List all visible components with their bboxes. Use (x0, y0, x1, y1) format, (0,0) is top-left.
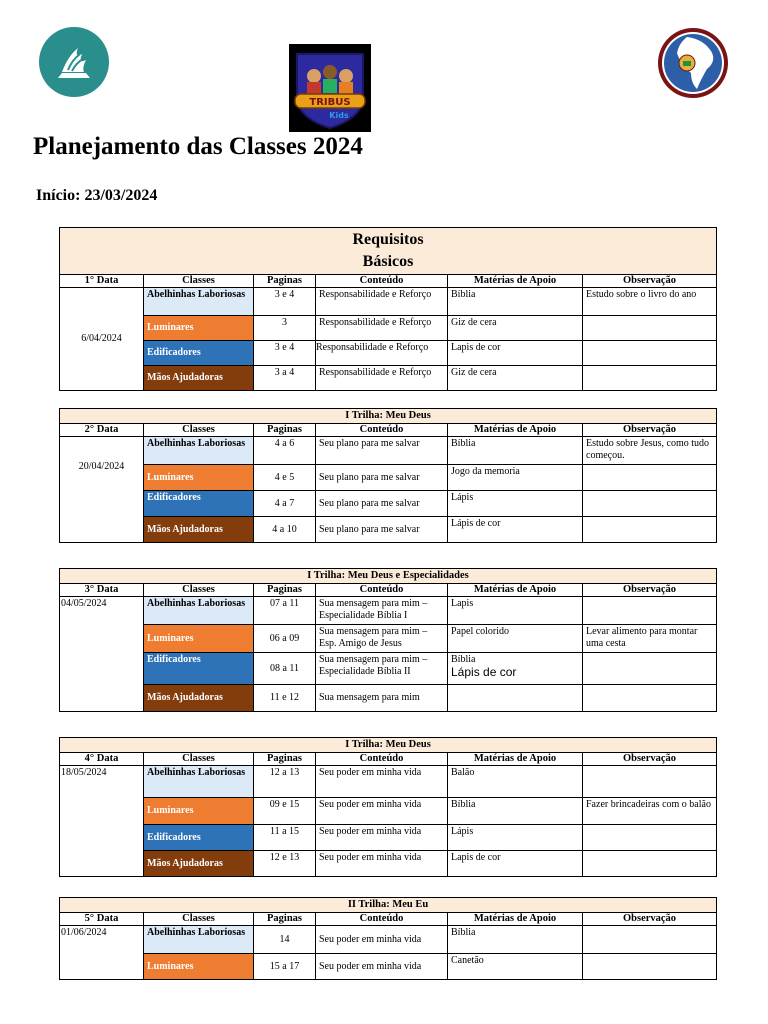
block-header: II Trilha: Meu Eu (60, 898, 717, 913)
class-edificadores: Edificadores (144, 491, 254, 517)
class-abelhinhas: Abelhinhas Laboriosas (144, 926, 254, 954)
observation-cell (583, 851, 717, 877)
content-cell: Seu poder em minha vida (316, 825, 448, 851)
pages-cell: 12 a 13 (254, 766, 316, 798)
start-date: Início: 23/03/2024 (36, 187, 158, 204)
class-abelhinhas: Abelhinhas Laboriosas (144, 288, 254, 316)
plan-table-1 (59, 227, 717, 391)
pages-cell: 3 (254, 316, 316, 341)
observation-cell: Estudo sobre o livro do ano (583, 288, 717, 316)
plan-table-2 (59, 408, 717, 543)
support-cell: Lápis de cor (448, 517, 583, 543)
plan-table-4 (59, 737, 717, 877)
column-header-support: Matérias de Apoio (448, 753, 583, 766)
date-column-header: 5° Data (60, 913, 144, 926)
observation-cell (583, 491, 717, 517)
class-edificadores: Edificadores (144, 341, 254, 366)
support-cell: Lapis (448, 597, 583, 625)
observation-cell (583, 685, 717, 712)
support-text: Bíblia (451, 654, 476, 665)
content-cell: Seu plano para me salvar (316, 437, 448, 465)
class-luminares: Luminares (144, 316, 254, 341)
observation-cell: Fazer brincadeiras com o balão (583, 798, 717, 825)
column-header-classes: Classes (144, 424, 254, 437)
pages-cell: 4 a 10 (254, 517, 316, 543)
class-maos-ajudadoras: Mãos Ajudadoras (144, 366, 254, 391)
column-header-observation: Observação (583, 424, 717, 437)
column-header-pages: Paginas (254, 753, 316, 766)
content-cell: Responsabilidade e Reforço (316, 288, 448, 316)
pages-cell: 11 a 15 (254, 825, 316, 851)
date-column-header: 4° Data (60, 753, 144, 766)
date-column-header: 1° Data (60, 275, 144, 288)
pages-cell: 09 e 15 (254, 798, 316, 825)
class-luminares: Luminares (144, 625, 254, 653)
pages-cell: 08 a 11 (254, 653, 316, 685)
support-cell: Bíblia (448, 437, 583, 465)
column-header-support: Matérias de Apoio (448, 913, 583, 926)
block-header: I Trilha: Meu Deus (60, 409, 717, 424)
pages-cell: 4 a 6 (254, 437, 316, 465)
support-cell: Giz de cera (448, 316, 583, 341)
date-column-header: 2° Data (60, 424, 144, 437)
south-america-division-logo (657, 27, 729, 99)
pages-cell: 11 e 12 (254, 685, 316, 712)
content-cell: Sua mensagem para mim (316, 685, 448, 712)
observation-cell (583, 465, 717, 491)
class-edificadores: Edificadores (144, 825, 254, 851)
observation-cell (583, 316, 717, 341)
block-header: I Trilha: Meu Deus (60, 738, 717, 753)
content-cell: Sua mensagem para mim – Especialidade Bíblia I (316, 597, 448, 625)
column-header-classes: Classes (144, 753, 254, 766)
column-header-content: Conteúdo (316, 584, 448, 597)
observation-cell (583, 926, 717, 954)
observation-cell (583, 766, 717, 798)
date-column-header: 3° Data (60, 584, 144, 597)
column-header-classes: Classes (144, 913, 254, 926)
class-abelhinhas: Abelhinhas Laboriosas (144, 597, 254, 625)
support-cell: Papel colorido (448, 625, 583, 653)
logo-text: TRIBUS (309, 97, 351, 108)
support-cell: Bíblia (448, 798, 583, 825)
content-cell: Responsabilidade e Reforço (316, 366, 448, 391)
support-cell: Bíblia (448, 926, 583, 954)
date-cell: 01/06/2024 (60, 926, 144, 980)
support-cell (448, 685, 583, 712)
content-cell: Seu plano para me salvar (316, 491, 448, 517)
block-header (60, 228, 717, 275)
class-luminares: Luminares (144, 465, 254, 491)
column-header-support: Matérias de Apoio (448, 424, 583, 437)
support-cell: Lápis (448, 491, 583, 517)
column-header-content: Conteúdo (316, 275, 448, 288)
pages-cell: 4 a 7 (254, 491, 316, 517)
content-cell: Seu plano para me salvar (316, 517, 448, 543)
column-header-content: Conteúdo (316, 913, 448, 926)
pages-cell: 3 e 4 (254, 288, 316, 316)
content-cell: Seu poder em minha vida (316, 798, 448, 825)
support-cell: Balão (448, 766, 583, 798)
content-cell: Seu poder em minha vida (316, 851, 448, 877)
content-cell: Responsabilidade e Reforço (316, 341, 448, 366)
content-cell: Responsabilidade e Reforço (316, 316, 448, 341)
class-maos-ajudadoras: Mãos Ajudadoras (144, 851, 254, 877)
column-header-support: Matérias de Apoio (448, 275, 583, 288)
class-luminares: Luminares (144, 798, 254, 825)
plan-table-5 (59, 897, 717, 980)
class-abelhinhas: Abelhinhas Laboriosas (144, 437, 254, 465)
block-header-line1: Requisitos (352, 231, 424, 248)
support-cell: Lapis de cor (448, 851, 583, 877)
content-cell: Seu poder em minha vida (316, 926, 448, 954)
class-abelhinhas: Abelhinhas Laboriosas (144, 766, 254, 798)
class-maos-ajudadoras: Mãos Ajudadoras (144, 517, 254, 543)
pages-cell: 3 a 4 (254, 366, 316, 391)
column-header-observation: Observação (583, 753, 717, 766)
column-header-content: Conteúdo (316, 424, 448, 437)
pages-cell: 06 a 09 (254, 625, 316, 653)
pages-cell: 4 e 5 (254, 465, 316, 491)
content-cell: Seu plano para me salvar (316, 465, 448, 491)
observation-cell: Levar alimento para montar uma cesta (583, 625, 717, 653)
support-cell: Bíblia (448, 288, 583, 316)
content-cell: Sua mensagem para mim – Esp. Amigo de Jesus (316, 625, 448, 653)
support-cell: Giz de cera (448, 366, 583, 391)
column-header-classes: Classes (144, 275, 254, 288)
column-header-pages: Paginas (254, 584, 316, 597)
pages-cell: 07 a 11 (254, 597, 316, 625)
svg-text:Kids: Kids (329, 111, 349, 120)
date-cell: 20/04/2024 (60, 437, 144, 543)
class-maos-ajudadoras: Mãos Ajudadoras (144, 685, 254, 712)
support-text-extra: Lápis de cor (451, 665, 517, 679)
plan-table-3 (59, 568, 717, 712)
pages-cell: 15 a 17 (254, 954, 316, 980)
support-cell: Canetão (448, 954, 583, 980)
observation-cell (583, 653, 717, 685)
observation-cell: Estudo sobre Jesus, como tudo começou. (583, 437, 717, 465)
content-cell: Seu poder em minha vida (316, 766, 448, 798)
column-header-support: Matérias de Apoio (448, 584, 583, 597)
column-header-observation: Observação (583, 275, 717, 288)
adventist-flame-logo (38, 26, 110, 98)
observation-cell (583, 954, 717, 980)
pages-cell: 3 e 4 (254, 341, 316, 366)
date-cell: 6/04/2024 (60, 288, 144, 391)
page-title: Planejamento das Classes 2024 (33, 133, 363, 160)
observation-cell (583, 366, 717, 391)
column-header-content: Conteúdo (316, 753, 448, 766)
content-cell: Seu poder em minha vida (316, 954, 448, 980)
observation-cell (583, 825, 717, 851)
column-header-pages: Paginas (254, 275, 316, 288)
column-header-classes: Classes (144, 584, 254, 597)
observation-cell (583, 341, 717, 366)
support-cell: Lápis (448, 825, 583, 851)
observation-cell (583, 597, 717, 625)
block-header-line2: Básicos (362, 253, 414, 270)
date-cell: 04/05/2024 (60, 597, 144, 712)
block-header: I Trilha: Meu Deus e Especialidades (60, 569, 717, 584)
tribus-kids-logo (289, 44, 371, 132)
pages-cell: 14 (254, 926, 316, 954)
content-cell: Sua mensagem para mim – Especialidade Bíblia II (316, 653, 448, 685)
observation-cell (583, 517, 717, 543)
class-edificadores: Edificadores (144, 653, 254, 685)
support-cell: Jogo da memoria (448, 465, 583, 491)
date-cell: 18/05/2024 (60, 766, 144, 877)
class-luminares: Luminares (144, 954, 254, 980)
column-header-pages: Paginas (254, 424, 316, 437)
support-cell (448, 653, 583, 685)
column-header-pages: Paginas (254, 913, 316, 926)
pages-cell: 12 e 13 (254, 851, 316, 877)
column-header-observation: Observação (583, 584, 717, 597)
support-cell: Lapis de cor (448, 341, 583, 366)
column-header-observation: Observação (583, 913, 717, 926)
